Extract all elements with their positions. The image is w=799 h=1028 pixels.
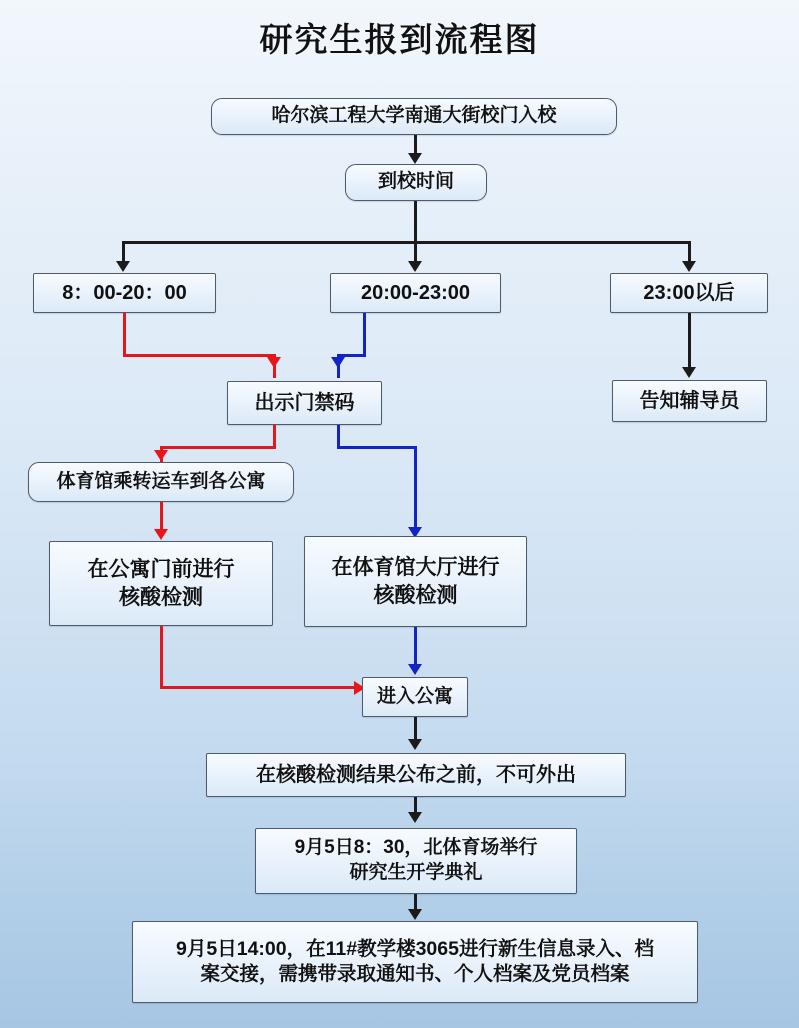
- node-shuttle: [28, 462, 294, 502]
- node-test-dorm-line1: 在公寓门前进行: [87, 558, 235, 582]
- arrowhead-branch-evening: [408, 261, 422, 272]
- connector-dormtest-down-red: [160, 626, 163, 689]
- node-shuttle-label: 体育馆乘转运车到各公寓: [56, 470, 266, 492]
- connector-enter-to-noexit: [414, 717, 417, 741]
- node-slot-day: [33, 273, 216, 313]
- connector-late-to-counselor: [688, 313, 691, 369]
- connector-evening-down-blue: [363, 313, 366, 357]
- node-entry-label: 哈尔滨工程大学南通大街校门入校: [271, 105, 557, 127]
- node-enter-dorm: [362, 677, 468, 717]
- node-notify-counselor: [612, 380, 767, 422]
- node-ceremony: [255, 828, 577, 894]
- arrowhead-evening-into-pass: [331, 357, 345, 368]
- connector-pass-into-gym-blue: [414, 446, 417, 529]
- node-enter-dorm-label: 进入公寓: [376, 685, 453, 707]
- node-test-dorm-line2: 核酸检测: [119, 585, 203, 609]
- node-show-pass-label: 出示门禁码: [254, 392, 355, 414]
- node-slot-late-label: 23:00以后: [643, 282, 735, 304]
- node-test-gym: [304, 536, 527, 627]
- connector-arrival-bus: [122, 241, 690, 244]
- node-ceremony-line1: 9月5日8：30，北体育场举行: [294, 837, 538, 859]
- node-no-exit-label: 在核酸检测结果公布之前，不可外出: [256, 764, 576, 786]
- arrowhead-day-into-pass: [267, 357, 281, 368]
- node-notify-counselor-label: 告知辅导员: [639, 390, 740, 412]
- node-registration: [132, 921, 698, 1003]
- arrowhead-branch-late: [682, 261, 696, 272]
- node-registration-line2: 案交接，需携带录取通知书、个人档案及党员档案: [200, 963, 630, 985]
- connector-day-right-red: [123, 354, 276, 357]
- connector-entry-to-arrival: [414, 135, 417, 155]
- connector-branch-evening: [414, 241, 417, 263]
- node-slot-evening-label: 20:00-23:00: [361, 282, 470, 304]
- connector-dormtest-right-red: [160, 686, 358, 689]
- arrowhead-branch-day: [116, 261, 130, 272]
- arrowhead-noexit-to-ceremony: [408, 812, 422, 823]
- node-slot-evening: [330, 273, 501, 313]
- node-entry: [211, 98, 617, 135]
- arrowhead-shuttle-to-dormtest: [154, 529, 168, 540]
- node-test-gym-line1: 在体育馆大厅进行: [331, 556, 500, 580]
- node-ceremony-line2: 研究生开学典礼: [349, 862, 483, 883]
- node-test-dorm: [49, 541, 273, 626]
- connector-pass-left-red: [160, 446, 276, 449]
- node-show-pass: [227, 381, 382, 425]
- node-registration-line1: 9月5日14:00，在11#教学楼3065进行新生信息录入、档: [176, 937, 654, 960]
- arrowhead-entry-to-arrival: [408, 153, 422, 164]
- arrowhead-gymtest-to-enter: [408, 664, 422, 675]
- arrowhead-late-to-counselor: [682, 367, 696, 378]
- page-title: 研究生报到流程图: [259, 21, 540, 58]
- node-slot-late: [610, 273, 768, 313]
- arrowhead-enter-to-noexit: [408, 739, 422, 750]
- connector-pass-right-blue: [337, 446, 417, 449]
- connector-branch-day: [122, 241, 125, 263]
- arrowhead-pass-into-shuttle: [154, 450, 168, 461]
- node-arrival-time: [345, 164, 487, 201]
- connector-arrival-stem: [414, 201, 417, 243]
- arrowhead-ceremony-to-registration: [408, 909, 422, 920]
- node-no-exit: [206, 753, 626, 797]
- connector-branch-late: [688, 241, 691, 263]
- node-arrival-time-label: 到校时间: [377, 171, 454, 193]
- node-test-gym-line2: 核酸检测: [373, 583, 458, 607]
- node-slot-day-label: 8：00-20：00: [62, 282, 187, 304]
- connector-day-down-red: [123, 313, 126, 357]
